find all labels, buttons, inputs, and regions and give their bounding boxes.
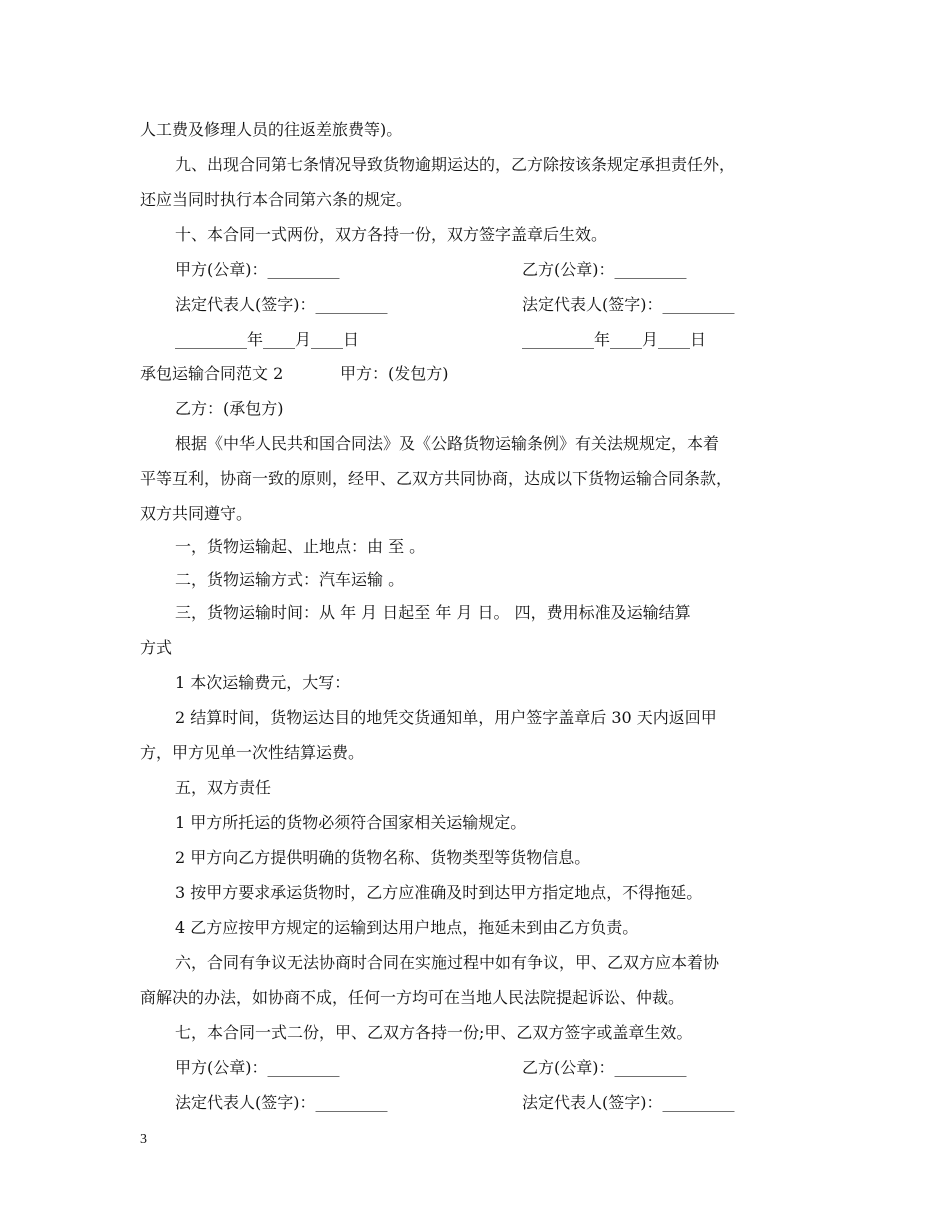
paragraph-line <box>0 357 950 391</box>
party-a-label: 甲方：(发包方) <box>340 364 449 383</box>
text-line: 商解决的办法，如协商不成，任何一方均可在当地人民法院提起诉讼、仲裁。 <box>140 988 685 1007</box>
party-b-representative-field: 法定代表人(签字)：_________ <box>522 1093 735 1112</box>
text-line: 还应当同时执行本合同第六条的规定。 <box>140 190 413 209</box>
paragraph-line <box>0 876 950 910</box>
paragraph-line <box>0 946 950 980</box>
signature-row <box>0 323 950 357</box>
text-line: 2 结算时间，货物运达目的地凭交货通知单，用户签字盖章后 30 天内返回甲 <box>175 708 717 727</box>
party-a-representative-field: 法定代表人(签字)：_________ <box>175 1093 388 1112</box>
paragraph-line <box>0 148 950 182</box>
party-a-seal-field: 甲方(公章)：_________ <box>175 260 340 279</box>
signature-row <box>0 1086 950 1120</box>
signature-row <box>0 253 950 287</box>
text-line: 十、本合同一式两份，双方各持一份，双方签字盖章后生效。 <box>175 225 608 244</box>
text-line: 二，货物运输方式：汽车运输 。 <box>175 570 405 589</box>
text-line: 一，货物运输起、止地点：由 至 。 <box>175 537 426 556</box>
text-line: 六，合同有争议无法协商时合同在实施过程中如有争议，甲、乙双方应本着协 <box>175 953 720 972</box>
party-a-representative-field: 法定代表人(签字)：_________ <box>175 295 388 314</box>
paragraph-line <box>0 806 950 840</box>
section-heading: 五，双方责任 <box>175 778 272 797</box>
party-b-representative-field: 法定代表人(签字)：_________ <box>522 295 735 314</box>
text-line: 4 乙方应按甲方规定的运输到达用户地点，拖延未到由乙方负责。 <box>175 918 639 937</box>
text-line: 双方共同遵守。 <box>140 504 253 523</box>
text-line: 2 甲方向乙方提供明确的货物名称、货物类型等货物信息。 <box>175 848 591 867</box>
text-line: 三，货物运输时间：从 年 月 日起至 年 月 日。 四，费用标准及运输结算 <box>175 603 691 622</box>
paragraph-line <box>0 113 950 147</box>
text-line: 方式 <box>140 638 173 657</box>
text-line: 1 甲方所托运的货物必须符合国家相关运输规定。 <box>175 813 527 832</box>
paragraph-line <box>0 911 950 945</box>
party-b-label: 乙方：(承包方) <box>175 399 284 418</box>
text-line: 九、出现合同第七条情况导致货物逾期运达的，乙方除按该条规定承担责任外， <box>175 155 736 174</box>
party-b-seal-field: 乙方(公章)：_________ <box>522 1058 687 1077</box>
text-line: 3 按甲方要求承运货物时，乙方应准确及时到达甲方指定地点，不得拖延。 <box>175 883 703 902</box>
paragraph-line <box>0 1016 950 1050</box>
paragraph-line <box>0 563 950 597</box>
text-line: 根据《中华人民共和国合同法》及《公路货物运输条例》有关法规规定，本着 <box>175 434 720 453</box>
party-a-seal-field: 甲方(公章)：_________ <box>175 1058 340 1077</box>
paragraph-line <box>0 981 950 1015</box>
paragraph-line <box>0 736 950 770</box>
paragraph-line <box>0 631 950 665</box>
party-a-date-field: _________年____月____日 <box>175 330 360 349</box>
paragraph-line <box>0 596 950 630</box>
paragraph-line <box>0 427 950 461</box>
text-line: 七，本合同一式二份，甲、乙双方各持一份;甲、乙双方签字或盖章生效。 <box>175 1023 693 1042</box>
party-b-seal-field: 乙方(公章)：_________ <box>522 260 687 279</box>
signature-row <box>0 1051 950 1085</box>
paragraph-line <box>0 841 950 875</box>
signature-row <box>0 288 950 322</box>
paragraph-line <box>0 183 950 217</box>
text-line: 方，甲方见单一次性结算运费。 <box>140 743 365 762</box>
page-number: 3 <box>140 1132 147 1147</box>
paragraph-line <box>0 771 950 805</box>
paragraph-line <box>0 218 950 252</box>
paragraph-line <box>0 462 950 496</box>
paragraph-line <box>0 666 950 700</box>
section-title: 承包运输合同范文 2 <box>140 364 284 383</box>
text-line: 1 本次运输费元，大写： <box>175 673 351 692</box>
text-line: 平等互利，协商一致的原则，经甲、乙双方共同协商，达成以下货物运输合同条款， <box>140 469 733 488</box>
paragraph-line <box>0 497 950 531</box>
text-line: 人工费及修理人员的往返差旅费等)。 <box>140 120 403 139</box>
paragraph-line <box>0 530 950 564</box>
party-b-date-field: _________年____月____日 <box>522 330 707 349</box>
paragraph-line <box>0 392 950 426</box>
paragraph-line <box>0 701 950 735</box>
